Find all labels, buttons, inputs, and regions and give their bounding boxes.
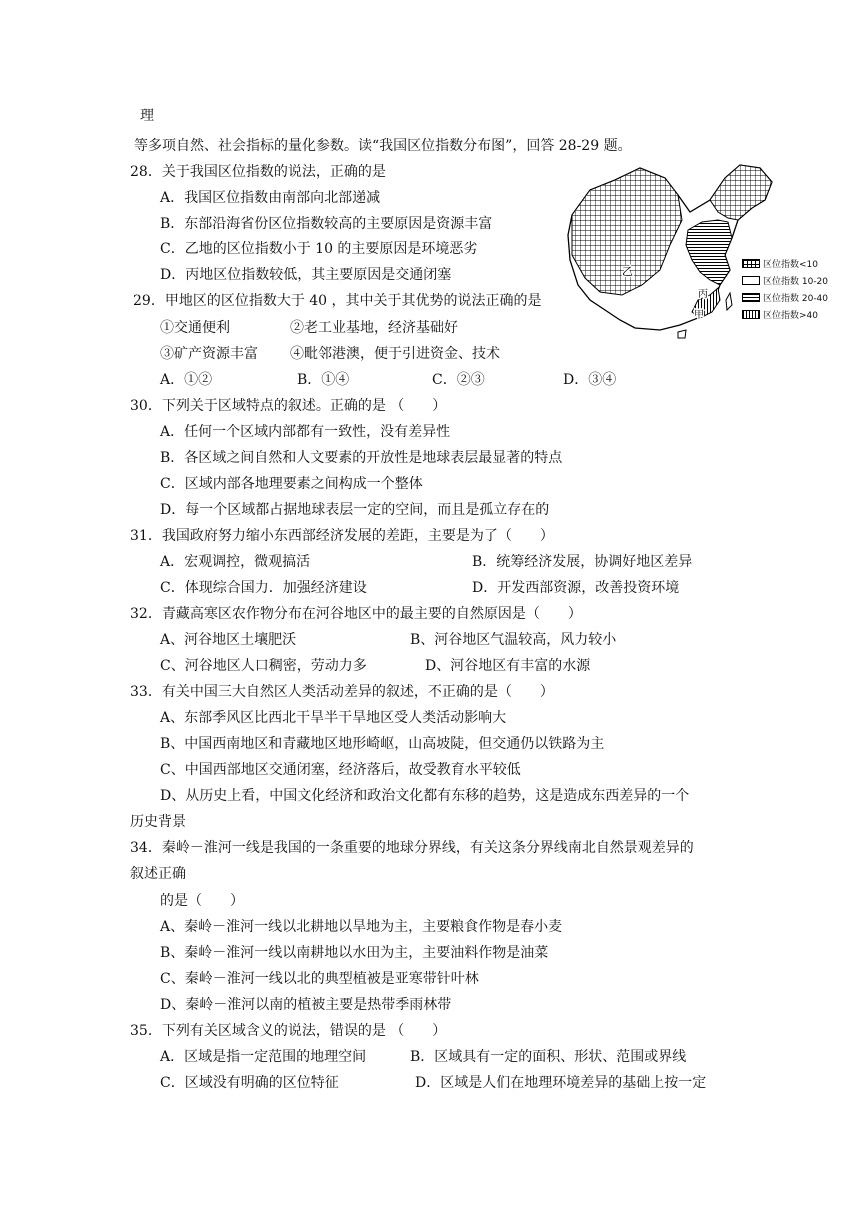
q34-option-a: A、秦岭－淮河一线以北耕地以旱地为主，主要粮食作物是春小麦: [160, 919, 563, 935]
legend-item-20-40: [742, 289, 828, 306]
legend-item-lt10: [742, 255, 828, 272]
intro-text: 等多项自然、社会指标的量化参数。读“我国区位指数分布图”，回答 28-29 题。: [134, 138, 632, 154]
map-label-jia: 甲: [694, 310, 704, 321]
map-label-yi: 乙: [622, 265, 633, 278]
legend-label: 区位指数<10: [763, 260, 818, 270]
q29-item-4: ④毗邻港澳，便于引进资金、技术: [290, 346, 500, 362]
map-region-northeast: [710, 165, 772, 220]
q30-stem: 30．下列关于区域特点的叙述。正确的是 （ ）: [130, 398, 447, 414]
map-legend: [742, 255, 828, 323]
blank-swatch-icon: [742, 276, 760, 285]
q29-item-2: ②老工业基地，经济基础好: [290, 320, 458, 336]
q29-option-c: C．②③: [432, 372, 485, 388]
q33-option-d-cont: 历史背景: [130, 814, 186, 830]
q31-option-d: D．开发西部资源，改善投资环境: [472, 580, 680, 596]
q29-item-3: ③矿产资源丰富: [160, 346, 258, 362]
q29-option-d: D．③④: [563, 372, 617, 388]
q32-option-d: D、河谷地区有丰富的水源: [425, 658, 591, 674]
q35-option-d: D．区域是人们在地理环境差异的基础上按一定: [415, 1075, 707, 1091]
q34-option-c: C、秦岭－淮河一线以北的典型植被是亚寒带针叶林: [160, 971, 479, 987]
q29-option-a: A．①②: [160, 372, 213, 388]
q34-option-d: D、秦岭－淮河以南的植被主要是热带季雨林带: [160, 997, 452, 1013]
legend-label: 区位指数>40: [763, 311, 818, 321]
taiwan-island: [726, 293, 732, 310]
grid-swatch-icon: [742, 259, 760, 268]
q34-stem-cont: 叙述正确: [130, 866, 186, 882]
q28-option-c: C．乙地的区位指数小于 10 的主要原因是环境恶劣: [160, 241, 478, 257]
q34-option-b: B、秦岭－淮河一线以南耕地以水田为主，主要油料作物是油菜: [160, 945, 549, 961]
q28-option-d: D．丙地区位指数较低，其主要原因是交通闭塞: [160, 267, 452, 283]
q32-option-b: B、河谷地区气温较高，风力较小: [410, 632, 617, 648]
vertical-lines-swatch-icon: [742, 310, 760, 319]
legend-label: 区位指数 20-40: [763, 294, 829, 304]
q33-option-b: B、中国西南地区和青藏地区地形崎岖，山高坡陡，但交通仍以铁路为主: [160, 736, 605, 752]
q35-option-c: C．区域没有明确的区位特征: [160, 1075, 339, 1091]
q32-option-c: C、河谷地区人口稠密，劳动力多: [160, 658, 367, 674]
q32-option-a: A、河谷地区土壤肥沃: [160, 632, 297, 648]
q35-stem: 35．下列有关区域含义的说法，错误的是 （ ）: [130, 1023, 447, 1039]
q30-option-d: D．每一个区域都占据地球表层一定的空间，而且是孤立存在的: [160, 502, 550, 518]
q31-option-a: A．宏观调控，微观搞活: [160, 554, 311, 570]
q35-option-b: B．区域具有一定的面积、形状、范围或界线: [410, 1049, 687, 1065]
q28-stem: 28．关于我国区位指数的说法，正确的是: [130, 164, 386, 180]
horizontal-lines-swatch-icon: [742, 293, 760, 302]
q28-option-b: B．东部沿海省份区位指数较高的主要原因是资源丰富: [160, 216, 493, 232]
q29-item-1: ①交通便利: [160, 320, 230, 336]
legend-item-gt40: [742, 306, 828, 323]
q31-option-b: B．统筹经济发展，协调好地区差异: [472, 554, 693, 570]
q33-option-c: C、中国西部地区交通闭塞，经济落后，故受教育水平较低: [160, 762, 521, 778]
q30-option-b: B．各区域之间自然和人文要素的开放性是地球表层最显著的特点: [160, 450, 563, 466]
q34-stem-end: 的是（ ）: [160, 893, 244, 909]
map-label-bing: 丙: [698, 289, 708, 300]
legend-item-10-20: [742, 272, 828, 289]
q33-option-d: D、从历史上看，中国文化经济和政治文化都有东移的趋势，这是造成东西差异的一个: [160, 788, 690, 804]
q29-option-b: B．①④: [297, 372, 350, 388]
q35-option-a: A．区域是指一定范围的地理空间: [160, 1049, 367, 1065]
q32-stem: 32．青藏高寒区农作物分布在河谷地区中的最主要的自然原因是（ ）: [130, 606, 582, 622]
legend-label: 区位指数 10-20: [763, 277, 829, 287]
q30-option-c: C．区域内部各地理要素之间构成一个整体: [160, 476, 423, 492]
header-fragment: 理: [140, 108, 154, 124]
q33-option-a: A、东部季风区比西北干旱半干旱地区受人类活动影响大: [160, 710, 507, 726]
q29-stem: 29．甲地区的区位指数大于 40 ，其中关于其优势的说法正确的是: [133, 293, 542, 309]
q28-option-a: A．我国区位指数由南部向北部递减: [160, 190, 381, 206]
q33-stem: 33．有关中国三大自然区人类活动差异的叙述，不正确的是（ ）: [130, 684, 554, 700]
q31-stem: 31．我国政府努力缩小东西部经济发展的差距，主要是为了（ ）: [130, 528, 554, 544]
q31-option-c: C．体现综合国力．加强经济建设: [160, 580, 367, 596]
q30-option-a: A．任何一个区域内部都有一致性，没有差异性: [160, 424, 451, 440]
hainan-island: [678, 330, 686, 338]
q34-stem: 34．秦岭－淮河一线是我国的一条重要的地球分界线，有关这条分界线南北自然景观差异的: [130, 840, 694, 856]
